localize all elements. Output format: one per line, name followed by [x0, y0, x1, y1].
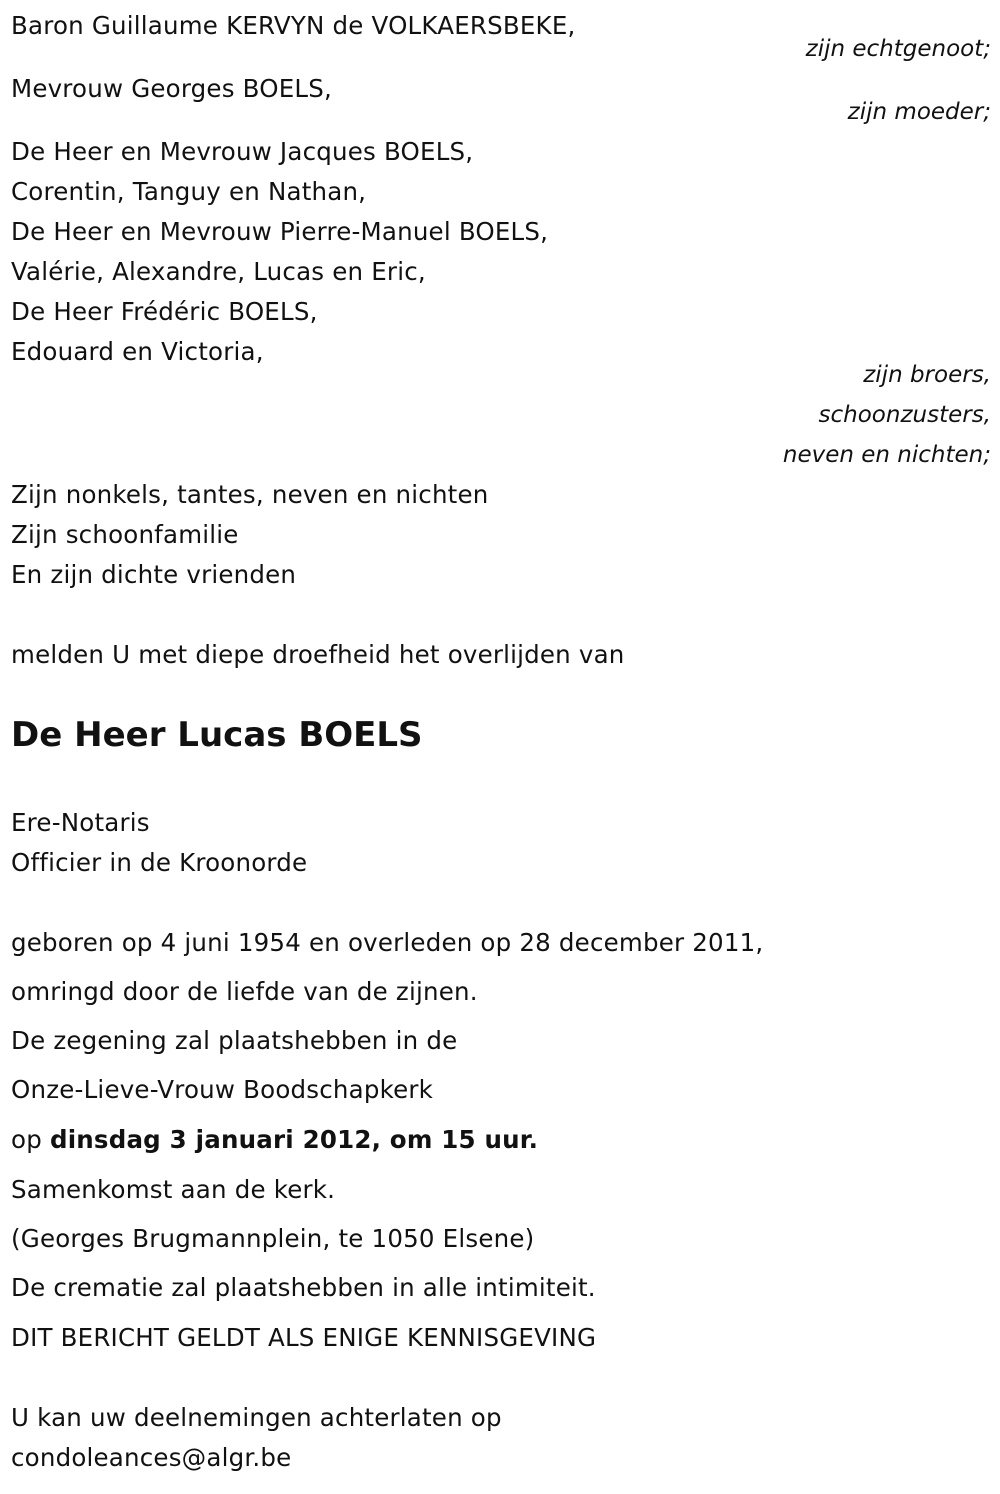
deceased-title: Officier in de Kroonorde	[11, 848, 308, 877]
notice-line: DIT BERICHT GELDT ALS ENIGE KENNISGEVING	[11, 1323, 597, 1352]
condolences-email[interactable]: condoleances@algr.be	[11, 1443, 292, 1472]
other-relatives-line: En zijn dichte vrienden	[11, 560, 297, 589]
sibling-line: De Heer en Mevrouw Pierre-Manuel BOELS,	[11, 217, 549, 246]
ceremony-date-prefix: op	[11, 1125, 42, 1154]
deceased-name: De Heer Lucas BOELS	[11, 715, 423, 755]
siblings-role: schoonzusters,	[818, 402, 991, 428]
sibling-line: De Heer Frédéric BOELS,	[11, 297, 318, 326]
address-line: (Georges Brugmannplein, te 1050 Elsene)	[11, 1224, 535, 1253]
condolences-text: U kan uw deelnemingen achterlaten op	[11, 1403, 502, 1432]
spouse-name: Baron Guillaume KERVYN de VOLKAERSBEKE,	[11, 11, 576, 40]
sibling-line: Edouard en Victoria,	[11, 337, 264, 366]
siblings-role: zijn broers,	[863, 362, 991, 388]
ceremony-date-bold: dinsdag 3 januari 2012, om 15 uur.	[49, 1125, 539, 1154]
birth-death-dates: geboren op 4 juni 1954 en overleden op 28 december 2011,	[11, 928, 764, 957]
obituary-notice	[11, 0, 991, 1494]
sibling-line: De Heer en Mevrouw Jacques BOELS,	[11, 137, 474, 166]
church-name: Onze-Lieve-Vrouw Boodschapkerk	[11, 1075, 434, 1104]
announcement: melden U met diepe droefheid het overlijden van	[11, 640, 625, 669]
spouse-role: zijn echtgenoot;	[805, 36, 991, 62]
blessing-line: De zegening zal plaatshebben in de	[11, 1026, 458, 1055]
deceased-title: Ere-Notaris	[11, 808, 150, 837]
ceremony-date	[11, 1125, 538, 1155]
sibling-line: Valérie, Alexandre, Lucas en Eric,	[11, 257, 426, 286]
other-relatives-line: Zijn nonkels, tantes, neven en nichten	[11, 480, 489, 509]
gathering-line: Samenkomst aan de kerk.	[11, 1175, 336, 1204]
mother-name: Mevrouw Georges BOELS,	[11, 74, 332, 103]
cremation-line: De crematie zal plaatshebben in alle intimiteit.	[11, 1273, 596, 1302]
mother-role: zijn moeder;	[847, 99, 991, 125]
sibling-line: Corentin, Tanguy en Nathan,	[11, 177, 367, 206]
surrounded-line: omringd door de liefde van de zijnen.	[11, 977, 478, 1006]
other-relatives-line: Zijn schoonfamilie	[11, 520, 239, 549]
siblings-role: neven en nichten;	[782, 442, 991, 468]
